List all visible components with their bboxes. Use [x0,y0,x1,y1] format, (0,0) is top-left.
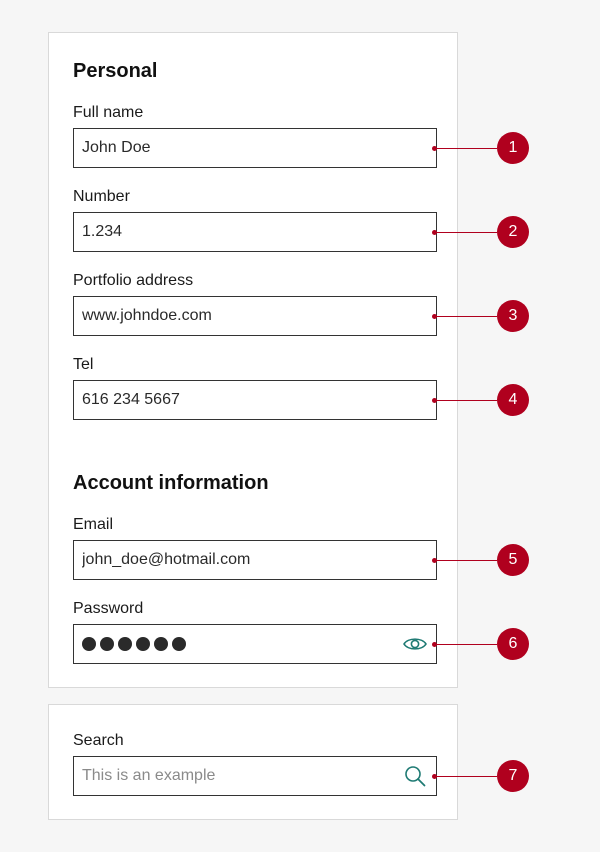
marker-line [435,400,497,401]
eye-icon[interactable] [402,631,428,657]
password-label: Password [73,600,144,617]
marker-line [435,316,497,317]
password-mask-dot [136,637,150,651]
email-label: Email [73,516,114,533]
marker-badge: 7 [497,760,529,792]
marker-line [435,232,497,233]
marker-line [435,560,497,561]
marker-line [435,776,497,777]
password-mask-dot [82,637,96,651]
number-label: Number [73,188,130,205]
password-mask-dot [154,637,168,651]
search-label: Search [73,732,124,749]
portfolio-address-value: www.johndoe.com [82,307,212,324]
marker-badge: 3 [497,300,529,332]
marker-badge: 2 [497,216,529,248]
personal-section-title: Personal [73,60,158,82]
number-input[interactable] [73,212,437,252]
marker-badge: 1 [497,132,529,164]
password-input[interactable] [73,624,437,664]
portfolio-address-label: Portfolio address [73,272,194,289]
search-placeholder: This is an example [82,767,216,784]
password-mask-dot [172,637,186,651]
portfolio-address-input[interactable] [73,296,437,336]
search-input[interactable] [73,756,437,796]
email-input[interactable] [73,540,437,580]
marker-line [435,148,497,149]
password-mask-dot [100,637,114,651]
search-card [48,704,458,820]
full-name-input[interactable] [73,128,437,168]
full-name-value: John Doe [82,139,151,156]
marker-badge: 6 [497,628,529,660]
search-icon[interactable] [402,763,428,789]
marker-line [435,644,497,645]
password-mask-dot [118,637,132,651]
tel-input[interactable] [73,380,437,420]
tel-value: 616 234 5667 [82,391,180,408]
tel-label: Tel [73,356,94,373]
marker-badge: 5 [497,544,529,576]
email-value: john_doe@hotmail.com [82,551,251,568]
full-name-label: Full name [73,104,144,121]
account-section-title: Account information [73,472,269,494]
number-value: 1.234 [82,223,123,240]
password-mask [82,637,402,651]
marker-badge: 4 [497,384,529,416]
personal-account-card [48,32,458,688]
